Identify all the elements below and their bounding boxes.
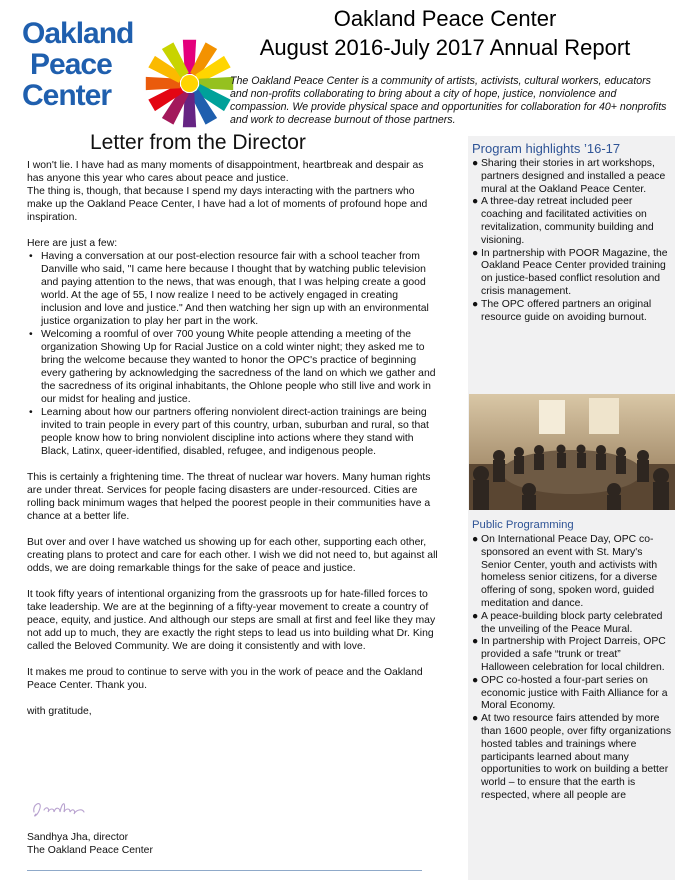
list-item [472,713,672,803]
bullet-icon: ● [472,674,479,686]
signature-block [27,831,327,857]
letter-paragraph: I won't lie. I have had as many moments of disappointment, heartbreak and despair as has anyone this year who cares about peace and justice. [27,160,424,184]
list-item [472,534,672,611]
organization-logo [22,14,222,124]
bullet-icon: • [29,407,33,418]
list-item [27,328,439,406]
list-item [27,406,439,458]
list-item-text: On International Peace Day, OPC co-sponsored an event with St. Mary's Senior Center, youth and activists with homeless senior citizens, for a diverse offering of song, spoken word, guided meditation and dance. [481,534,658,609]
director-signature [30,794,90,822]
bullet-icon: ● [472,534,479,545]
report-title-line-2: August 2016-July 2017 Annual Report [259,35,631,60]
public-programming-list [472,534,672,803]
letter-paragraph: It took fifty years of intentional organizing from the grassroots up for hate-filled forces to take leadership. We are at the beginning of a fifty-year movement to create a country of peace, equity, and justice. And although our steps are small at first and feel like they may not add up to much, they are exactly the right steps to lead us into building what Dr. King called the Beloved Community. We are doing it consistently and with love. [27,589,436,652]
letter-paragraph: This is certainly a frightening time. The threat of nuclear war hovers. Many human rights are under threat. Services for people facing disasters are under-resourced. Cities are rolling back minimum wages that helped the poorest people in their communities have a chance at a better life. [27,472,431,522]
public-programming-title: Public Programming [472,519,574,531]
program-highlights-title: Program highlights ’16-17 [472,141,621,156]
bullet-icon: ● [472,247,479,259]
report-title-line-1: Oakland Peace Center [333,6,557,31]
letter-paragraph: Here are just a few: [27,238,118,249]
list-item-text: The OPC offered partners an original resource guide on avoiding burnout. [481,298,652,323]
list-item [472,196,672,247]
bullet-icon: ● [472,298,479,310]
list-item [472,248,672,299]
bullet-icon: ● [472,636,479,648]
letter-paragraph: The thing is, though, that because I spend my days interacting with the partners who make up the Oakland Peace Center, I have had a lot of moments of profound hope and inspiration. [27,186,428,223]
list-item [472,158,672,196]
list-item [472,611,672,637]
logo-line-3: Center [22,79,112,112]
letter-closing: with gratitude, [27,706,92,717]
logo-line-2: Peace [30,48,112,81]
list-item-text: Having a conversation at our post-election resource fair with a school teacher from Danville who said, "I came here because I thought that by watching public television and paying attention to the news, that was enough, that I was helping create a good world. At the age of 55, I now realize I need to be actively engaged in creating inclusion and love and justice." And then watching her sign up with an environmental justice organization to play her part in the work. [41,251,429,327]
list-item-text: Learning about how our partners offering nonviolent direct-action trainings are being invited to train people in every part of this country, urban, suburban and rural, so that people know how to bring nonviolent discipline into actions where they stand with Black, Latinx, queer-identified, disabled, refugee, and indigenous people. [41,407,429,457]
list-item-text: Welcoming a roomful of over 700 young White people attending a meeting of the organization Showing Up for Racial Justice on a cold winter night; they asked me to bring the welcome because they wanted to honor the OPC's practice of beginning every gathering by acknowledging the sacredness of the land on which we gather and the sacredness of its original inhabitants, the Ohlone people who still live and work in our midst for healing and justice. [41,329,436,405]
bullet-icon: • [29,329,33,340]
footer-divider [27,870,422,871]
list-item [27,250,439,328]
letter-bullet-list [27,250,439,458]
list-item [472,299,672,325]
letter-paragraph: But over and over I have watched us showing up for each other, supporting each other, creating plans to protect and care for each other. I wish we did not need to, but against all odds, we are doing remarkable things for the sake of peace and justice. [27,537,438,574]
letter-heading: Letter from the Director [90,131,306,154]
bullet-icon: ● [472,196,479,208]
bullet-icon: • [29,251,33,262]
workshop-photo [469,394,675,510]
logo-line-1: Oakland [22,17,134,50]
list-item-text: At two resource fairs attended by more than 1600 people, over fifty organizations hosted tables and trainings where participants learned about many opportunities to work on building a better world – to ensure that the earth is respected, where all people are [481,713,672,801]
mission-statement: The Oakland Peace Center is a community of artists, activists, cultural workers, educators and non-profits collaborating to bring about a city of hope, justice, nonviolence and compassion. We provide physical space and opportunities for collaboration for 40+ nonprofits and work to decrease burnout of those partners. [230,75,667,126]
letter-paragraph: It makes me proud to continue to serve with you in the work of peace and the Oakland Peace Center. Thank you. [27,667,423,691]
logo-wordmark [22,18,152,111]
bullet-icon: ● [472,713,479,725]
list-item-text: In partnership with Project Darreis, OPC provided a safe “trunk or treat” Halloween celebration for local children. [481,636,666,673]
bullet-icon: ● [472,158,479,169]
list-item-text: In partnership with POOR Magazine, the Oakland Peace Center provided training on justice-based conflict resolution and crisis management. [481,247,668,297]
bullet-icon: ● [472,610,479,622]
list-item [472,675,672,713]
list-item-text: OPC co-hosted a four-part series on economic justice with Faith Alliance for a Moral Economy. [481,674,668,712]
list-item-text: A peace-building block party celebrated the unveiling of the Peace Mural. [481,610,663,635]
signer-organization: The Oakland Peace Center [27,845,153,856]
list-item-text: A three-day retreat included peer coaching and facilitated activities on revitalization, community building and visioning. [481,196,654,246]
program-highlights-list [472,158,672,324]
sunburst-icon [142,36,237,131]
list-item [472,636,672,674]
letter-body [27,159,439,718]
signer-name: Sandhya Jha, director [27,832,129,843]
list-item-text: Sharing their stories in art workshops, partners designed and installed a peace mural at the Oakland Peace Center. [481,158,666,195]
